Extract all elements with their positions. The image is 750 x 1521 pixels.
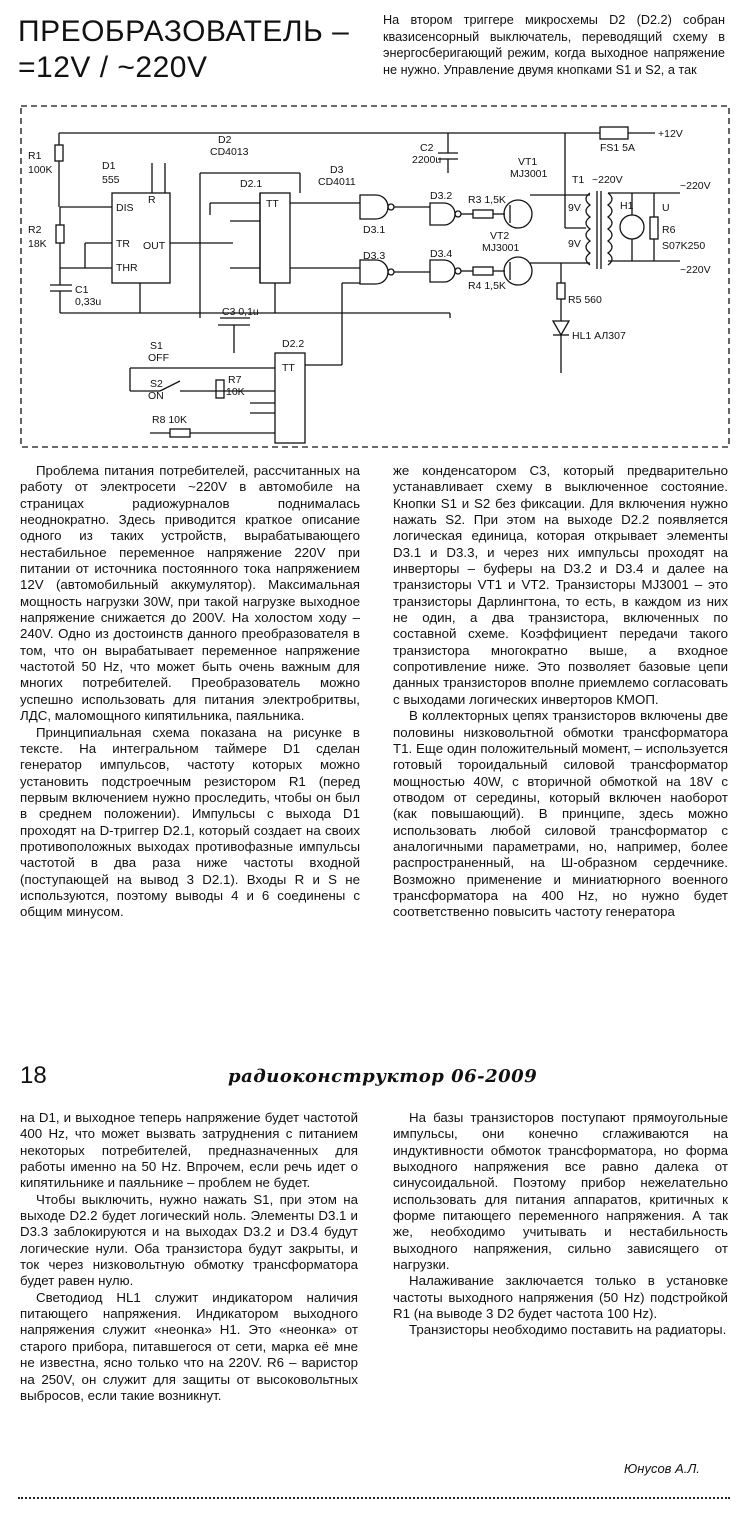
column-3 xyxy=(20,1110,358,1404)
paragraph: Чтобы выключить, нужно нажать S1, при этом на выходе D2.2 будет логический ноль. Элементы D3.1 и D3.3 заблокируются и на выходах D3.2 и D3.4 будут логические нули. Оба транзистора будут закрыты, и ток через низковольтную обмотку трансформатора будет равен нулю. xyxy=(20,1191,358,1289)
label-r2: R2 xyxy=(28,224,42,236)
value-t1: ~220V xyxy=(592,174,623,186)
value-d2: CD4013 xyxy=(210,146,249,158)
value-r7: 10K xyxy=(226,386,245,398)
value-d3: CD4011 xyxy=(318,176,356,188)
value-vt1: MJ3001 xyxy=(510,168,548,180)
title-line-1: ПРЕОБРАЗОВАТЕЛЬ – xyxy=(18,15,350,48)
value-vt2: MJ3001 xyxy=(482,242,520,254)
label-d33: D3.3 xyxy=(363,250,386,262)
paragraph: Принципиальная схема показана на рисунке в тексте. На интегральном таймере D1 сделан генератор импульсов, частоту которых можно установить подстроечным резистором R1 (перед первым включением нужно проследить, чтобы он был в среднем положении). Импульсы с выхода D1 проходят на D-триггер D2.1, который создает на своих противоположных выходах противофазные импульсы частотой в два раза ниже частоты входной (поступающей на вывод 3 D2.1). Входы R и S не используются, поэтому выводы 4 и 6 соединены с общим минусом. xyxy=(20,724,360,920)
label-d2: D2 xyxy=(218,134,232,146)
circuit-schematic xyxy=(20,103,732,450)
label-r5: R5 560 xyxy=(568,294,602,306)
magazine-footer: радиоконструктор 06-2009 xyxy=(228,1066,538,1087)
label-plus12: +12V xyxy=(658,128,683,140)
pin-r: R xyxy=(148,194,156,206)
label-out-bottom: ~220V xyxy=(680,264,711,276)
value-s2: ON xyxy=(148,390,164,402)
label-d3: D3 xyxy=(330,164,344,176)
value-c1: 0,33u xyxy=(75,296,102,308)
label-d21: D2.1 xyxy=(240,178,263,190)
pin-thr: THR xyxy=(116,262,138,274)
label-d31: D3.1 xyxy=(363,224,386,236)
value-c2: 2200u xyxy=(412,154,442,166)
dotted-divider xyxy=(18,1497,730,1499)
trigger-tt: TT xyxy=(266,198,279,210)
label-r1: R1 xyxy=(28,150,42,162)
label-r7: R7 xyxy=(228,374,242,386)
intro-paragraph: На втором триггере микросхемы D2 (D2.2) собран квазисенсорный выключатель, переводящий схему в энергосберигающий режим, когда выходное напряжение не нужно. Управление двумя кнопками S1 и S2, а так xyxy=(383,13,725,77)
value-r2: 18K xyxy=(28,238,47,250)
paragraph: На базы транзисторов поступают прямоугольные импульсы, они конечно сглаживаются на индуктивности обмоток трансформатора, но форма выходного напряжения все равно далека от синусоидальной. Поэтому прибор нежелательно использовать для питания аппаратов, критичных к форме питающего переменного напряжения. А так же, необходимо учитывать и нестабильность выходного напряжения, сильно зависящего от нагрузки. xyxy=(393,1110,728,1273)
title-line-2: =12V / ~220V xyxy=(18,51,208,84)
author-signature: Юнусов А.Л. xyxy=(624,1461,700,1476)
label-r4: R4 1,5K xyxy=(468,280,506,292)
column-2 xyxy=(393,463,728,921)
label-9v-top: 9V xyxy=(568,202,581,214)
label-s1: S1 xyxy=(150,340,163,352)
label-9v-bottom: 9V xyxy=(568,238,581,250)
label-u: U xyxy=(662,202,670,214)
label-fuse: FS1 5A xyxy=(600,142,636,154)
label-c1: C1 xyxy=(75,284,89,296)
label-hl1: HL1 АЛ307 xyxy=(572,330,626,342)
label-vt1: VT1 xyxy=(518,156,538,168)
label-h1: H1 xyxy=(620,200,634,212)
page-number: 18 xyxy=(20,1062,47,1089)
column-1 xyxy=(20,463,360,921)
label-r6: R6 xyxy=(662,224,676,236)
label-d34: D3.4 xyxy=(430,248,453,260)
label-s2: S2 xyxy=(150,378,163,390)
paragraph: Проблема питания потребителей, рассчитанных на работу от электросети ~220V в автомобиле на страницах радиожурналов поднималась неоднократно. Здесь приводится краткое описание одного из таких устройств, вырабатывающего нестабильное переменное напряжение 220V при питании от источника постоянного тока напряжением 12V (автомобильный аккумулятор). Максимальная мощность нагрузки 30W, при такой нагрузке выходное напряжение снижается до 200V. На холостом ходу – 240V. Одно из достоинств данного преобразователя в том, что он вырабатывает переменное напряжение частотой 50 Hz, что может быть очень важным для многих потребителей. Преобразователь можно успешно использовать для питания электробритвы, ЛДС, маломощного кипятильника, паяльника. xyxy=(20,463,360,724)
article-title xyxy=(18,14,378,86)
label-d22: D2.2 xyxy=(282,338,305,350)
label-vt2: VT2 xyxy=(490,230,510,242)
pin-dis: DIS xyxy=(116,202,134,214)
label-r3: R3 1,5K xyxy=(468,194,506,206)
label-c2: C2 xyxy=(420,142,434,154)
label-c3: C3 0,1u xyxy=(222,306,259,318)
label-r8: R8 10K xyxy=(152,414,188,426)
paragraph: на D1, и выходное теперь напряжение будет частотой 400 Hz, что может вызвать затруднения с питанием некоторых потребителей, предназначенных для работы именно на 50 Hz. Впрочем, если речь идет о кипятильнике и паяльнике – проблем не будет. xyxy=(20,1110,358,1191)
paragraph: Налаживание заключается только в установке частоты выходного напряжения (50 Hz) подстройкой R1 (на выводе 3 D2 будет частота 100 Hz). xyxy=(393,1273,728,1322)
paragraph: же конденсатором С3, который предварительно устанавливает схему в выключенное состояние. Кнопки S1 и S2 без фиксации. Для включения нужно нажать S2. При этом на выходе D2.2 появляется логическая единица, которая открывает элементы D3.1 и D3.3, и через них импульсы проходят на инверторы – буферы на D3.2 и D3.4 и далее на транзисторы VT1 и VT2. Транзисторы MJ3001 – это транзисторы Дарлингтона, то есть, в каждом из них не один, а два транзистора, включенных по составной схеме. Коэффициент передачи такого транзистора многократно выше, а входное сопротивление ниже. Это позволяет базовые цепи данных транзисторов вполне приемлемо согласовать с выходами логических инверторов КМОП. xyxy=(393,463,728,707)
label-d1: D1 xyxy=(102,160,116,172)
value-r6: S07K250 xyxy=(662,240,706,252)
schematic-drawing xyxy=(20,103,732,450)
column-4 xyxy=(393,1110,728,1339)
paragraph: Светодиод HL1 служит индикатором наличия питающего напряжения. Индикатором выходного напряжения служит «неонка» Н1. Это «неонка» от старого прибора, питавшегося от сети, марка её мне не известна, ясно только что на 220V. R6 – варистор на 250V, он служит для защиты от высоковольтных выбросов, если такие возникнут. xyxy=(20,1289,358,1403)
paragraph: В коллекторных цепях транзисторов включены две половины низковольтной обмотки трансформатора Т1. Еще один положительный момент, – используется готовый тороидальный силовой трансформатор мощностью 40W, с вторичной обмоткой на 18V с отводом от середины, который включен наоборот (как повышающий). В принципе, здесь можно использовать любой силовой трансформатор с аналогичными параметрами, но, например, более распространенный, на Ш-образном сердечнике. Возможно применение и миниатюрного военного трансформатора на 400 Hz, но нужно будет соответственно повысить частоту генератора xyxy=(393,708,728,920)
label-out-top: ~220V xyxy=(680,180,711,192)
value-d1: 555 xyxy=(102,174,120,186)
paragraph: Транзисторы необходимо поставить на радиаторы. xyxy=(409,1322,727,1338)
value-s1: OFF xyxy=(148,352,169,364)
pin-tr: TR xyxy=(116,238,130,250)
label-d32: D3.2 xyxy=(430,190,453,202)
trigger-tt-2: TT xyxy=(282,362,295,374)
label-t1: T1 xyxy=(572,174,585,186)
value-r1: 100K xyxy=(28,164,53,176)
pin-out: OUT xyxy=(143,240,166,252)
